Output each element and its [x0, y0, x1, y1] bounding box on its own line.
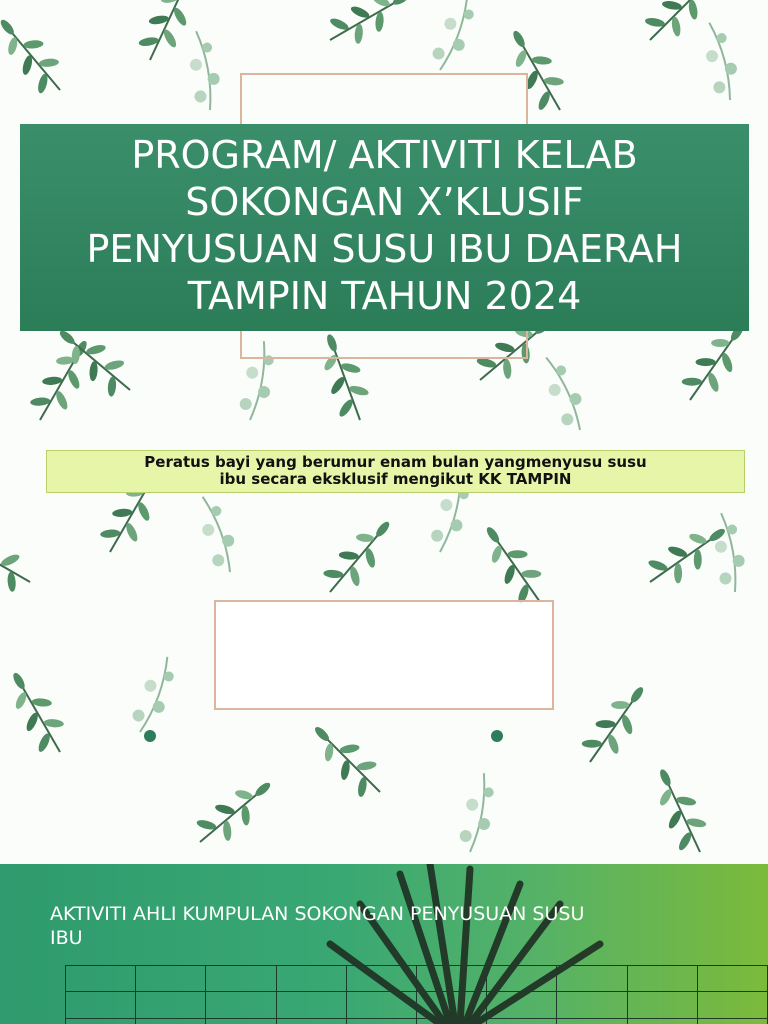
- table-cell: [276, 992, 346, 1018]
- table-cell: [346, 992, 416, 1018]
- slide-title-box: [20, 124, 749, 331]
- table-cell: [487, 966, 557, 992]
- table-cell: [276, 966, 346, 992]
- slide-title-line: AKTIVITI AHLI KUMPULAN SOKONGAN PENYUSUAN SUSU: [50, 903, 585, 925]
- table-cell: [416, 1018, 486, 1024]
- table-cell: [136, 992, 206, 1018]
- slide-dot-indicator: [491, 730, 503, 742]
- table-cell: [487, 1018, 557, 1024]
- table-cell: [416, 966, 486, 992]
- info-line: Peratus bayi yang berumur enam bulan yangmenyusu susu: [144, 453, 647, 471]
- table-cell: [136, 1018, 206, 1024]
- table-cell: [697, 966, 767, 992]
- table-cell: [206, 992, 276, 1018]
- table-cell: [206, 966, 276, 992]
- table-cell: [557, 966, 627, 992]
- table-cell: [66, 966, 136, 992]
- table-cell: [206, 1018, 276, 1024]
- slide-dot-indicator: [144, 730, 156, 742]
- table-cell: [346, 1018, 416, 1024]
- table-cell: [557, 1018, 627, 1024]
- table-cell: [66, 1018, 136, 1024]
- slide-1: [0, 0, 768, 432]
- info-line: ibu secara eksklusif mengikut KK TAMPIN: [219, 470, 572, 488]
- table-cell: [627, 1018, 697, 1024]
- slide-title-line: IBU: [50, 927, 83, 949]
- table-row: [66, 992, 768, 1018]
- activity-table: [65, 965, 768, 1024]
- table-row: [66, 1018, 768, 1024]
- table-cell: [66, 992, 136, 1018]
- table-row: [66, 966, 768, 992]
- table-cell: [557, 992, 627, 1018]
- info-banner: [46, 450, 745, 493]
- slide-title-line: TAMPIN TAHUN 2024: [187, 274, 582, 318]
- table-cell: [627, 966, 697, 992]
- table-cell: [136, 966, 206, 992]
- decorative-frame: [214, 600, 554, 710]
- table-cell: [697, 992, 767, 1018]
- slide-2: [0, 432, 768, 864]
- slide-3: [0, 864, 768, 1024]
- table-cell: [346, 966, 416, 992]
- slide-title: [50, 902, 710, 950]
- table-cell: [416, 992, 486, 1018]
- table-cell: [627, 992, 697, 1018]
- table-cell: [276, 1018, 346, 1024]
- slide-title-line: SOKONGAN X’KLUSIF: [185, 180, 584, 224]
- table-cell: [697, 1018, 767, 1024]
- slide-title-line: PROGRAM/ AKTIVITI KELAB: [131, 133, 638, 177]
- table-cell: [487, 992, 557, 1018]
- slide-title-line: PENYUSUAN SUSU IBU DAERAH: [86, 227, 683, 271]
